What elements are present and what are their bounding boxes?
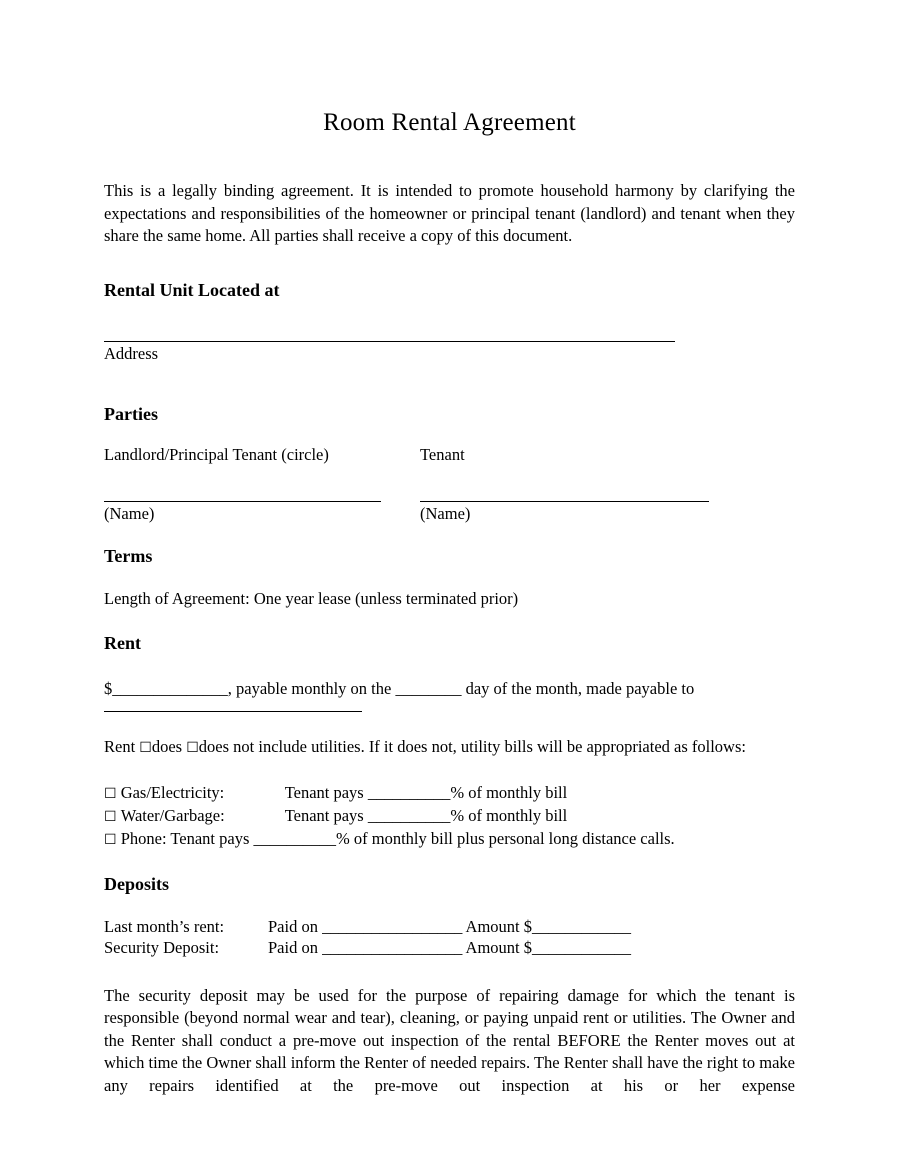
section-heading-parties: Parties	[104, 403, 158, 424]
paid-on-label-security-deposit: Paid on	[268, 937, 323, 957]
tenant-column	[420, 444, 795, 466]
does-label: does	[151, 737, 187, 756]
utility-percent-blank-phone[interactable]: __________	[253, 828, 337, 848]
landlord-column	[104, 444, 420, 466]
parties-role-row	[104, 425, 795, 466]
list-item	[104, 805, 795, 828]
amount-label-security-deposit: Amount $	[462, 937, 533, 957]
checkbox-does-not-icon[interactable]: ☐	[186, 740, 199, 756]
tenant-role-label: Tenant	[420, 444, 465, 464]
section-heading-rental-unit: Rental Unit Located at	[104, 279, 280, 300]
utility-percent-blank-water-garbage[interactable]: __________	[367, 805, 451, 825]
rent-utilities-sentence	[104, 712, 795, 760]
address-caption: Address	[104, 343, 159, 363]
deposit-label-security-deposit: Security Deposit:	[104, 937, 220, 957]
deposit-label-last-month-rent: Last month’s rent:	[104, 916, 225, 936]
rent-amount-blank[interactable]: ______________	[112, 679, 228, 698]
page-title: Room Rental Agreement	[323, 109, 576, 136]
amount-blank-last-month-rent[interactable]: ____________	[532, 916, 632, 936]
list-item	[104, 782, 795, 805]
deposits-list	[104, 895, 795, 958]
list-item	[104, 828, 795, 851]
checkbox-phone-icon[interactable]: ☐	[104, 831, 117, 848]
intro-paragraph: This is a legally binding agreement. It is intended to promote household harmony by clarifying the expectations and responsibilities of the homeowner or principal tenant (landlord) and tenant when they share the same home. All parties shall receive a copy of this document.	[104, 181, 795, 245]
utilities-list	[104, 760, 795, 851]
rent-dollar-sign: $	[104, 679, 113, 698]
utility-suffix-gas-electricity: % of monthly bill	[450, 782, 568, 802]
utility-payer-gas-electricity: Tenant pays	[284, 782, 368, 802]
table-row	[104, 916, 795, 937]
length-of-agreement-text: Length of Agreement: One year lease (unless terminated prior)	[104, 588, 519, 608]
section-heading-terms: Terms	[104, 545, 153, 566]
paid-on-blank-last-month-rent[interactable]: _________________	[322, 916, 463, 936]
landlord-name-caption: (Name)	[104, 503, 155, 523]
rent-day-suffix: day of the month, made payable to	[461, 679, 695, 698]
checkbox-gas-electricity-icon[interactable]: ☐	[104, 785, 117, 802]
rent-amount-line	[104, 654, 764, 700]
checkbox-does-icon[interactable]: ☐	[139, 740, 152, 756]
utility-payer-water-garbage: Tenant pays	[284, 805, 368, 825]
amount-label-last-month-rent: Amount $	[462, 916, 533, 936]
security-deposit-paragraph: The security deposit may be used for the purpose of repairing damage for which the tenant is responsible (beyond normal wear and tear), cleaning, or paying unpaid rent or utilities. The Owner and the Renter shall conduct a pre-move out inspection of the rental BEFORE the Renter moves out at which time the Owner shall inform the Renter of needed repairs. The Renter shall have the right to make any repairs identified at the pre-move out inspection at his or her expense	[104, 985, 795, 1095]
section-heading-rent: Rent	[104, 633, 141, 653]
utility-label-water-garbage: Water/Garbage:	[120, 805, 225, 825]
landlord-caption-wrap	[104, 502, 420, 524]
paid-on-label-last-month-rent: Paid on	[268, 916, 323, 936]
amount-blank-security-deposit[interactable]: ____________	[532, 937, 632, 957]
paid-on-blank-security-deposit[interactable]: _________________	[322, 937, 463, 957]
checkbox-water-garbage-icon[interactable]: ☐	[104, 808, 117, 825]
rent-utilities-prefix: Rent	[104, 737, 140, 756]
utility-label-gas-electricity: Gas/Electricity:	[120, 782, 225, 802]
landlord-role-label: Landlord/Principal Tenant (circle)	[104, 444, 329, 464]
parties-signature-lines	[104, 466, 795, 502]
does-not-label: does not include utilities. If it does not, utility bills will be appropriated as follows:	[198, 737, 746, 756]
tenant-caption-wrap	[420, 502, 795, 524]
utility-label-phone: Phone: Tenant pays	[120, 828, 254, 848]
parties-name-captions	[104, 502, 795, 524]
utility-suffix-water-garbage: % of monthly bill	[450, 805, 568, 825]
rent-payable-text: , payable monthly on the	[227, 679, 396, 698]
tenant-name-caption: (Name)	[420, 503, 471, 523]
document-content	[104, 0, 795, 1097]
rent-day-blank[interactable]: ________	[395, 679, 462, 698]
utility-percent-blank-gas-electricity[interactable]: __________	[367, 782, 451, 802]
table-row	[104, 937, 795, 958]
utility-suffix-phone: % of monthly bill plus personal long distance calls.	[336, 828, 675, 848]
section-heading-deposits: Deposits	[104, 873, 170, 894]
